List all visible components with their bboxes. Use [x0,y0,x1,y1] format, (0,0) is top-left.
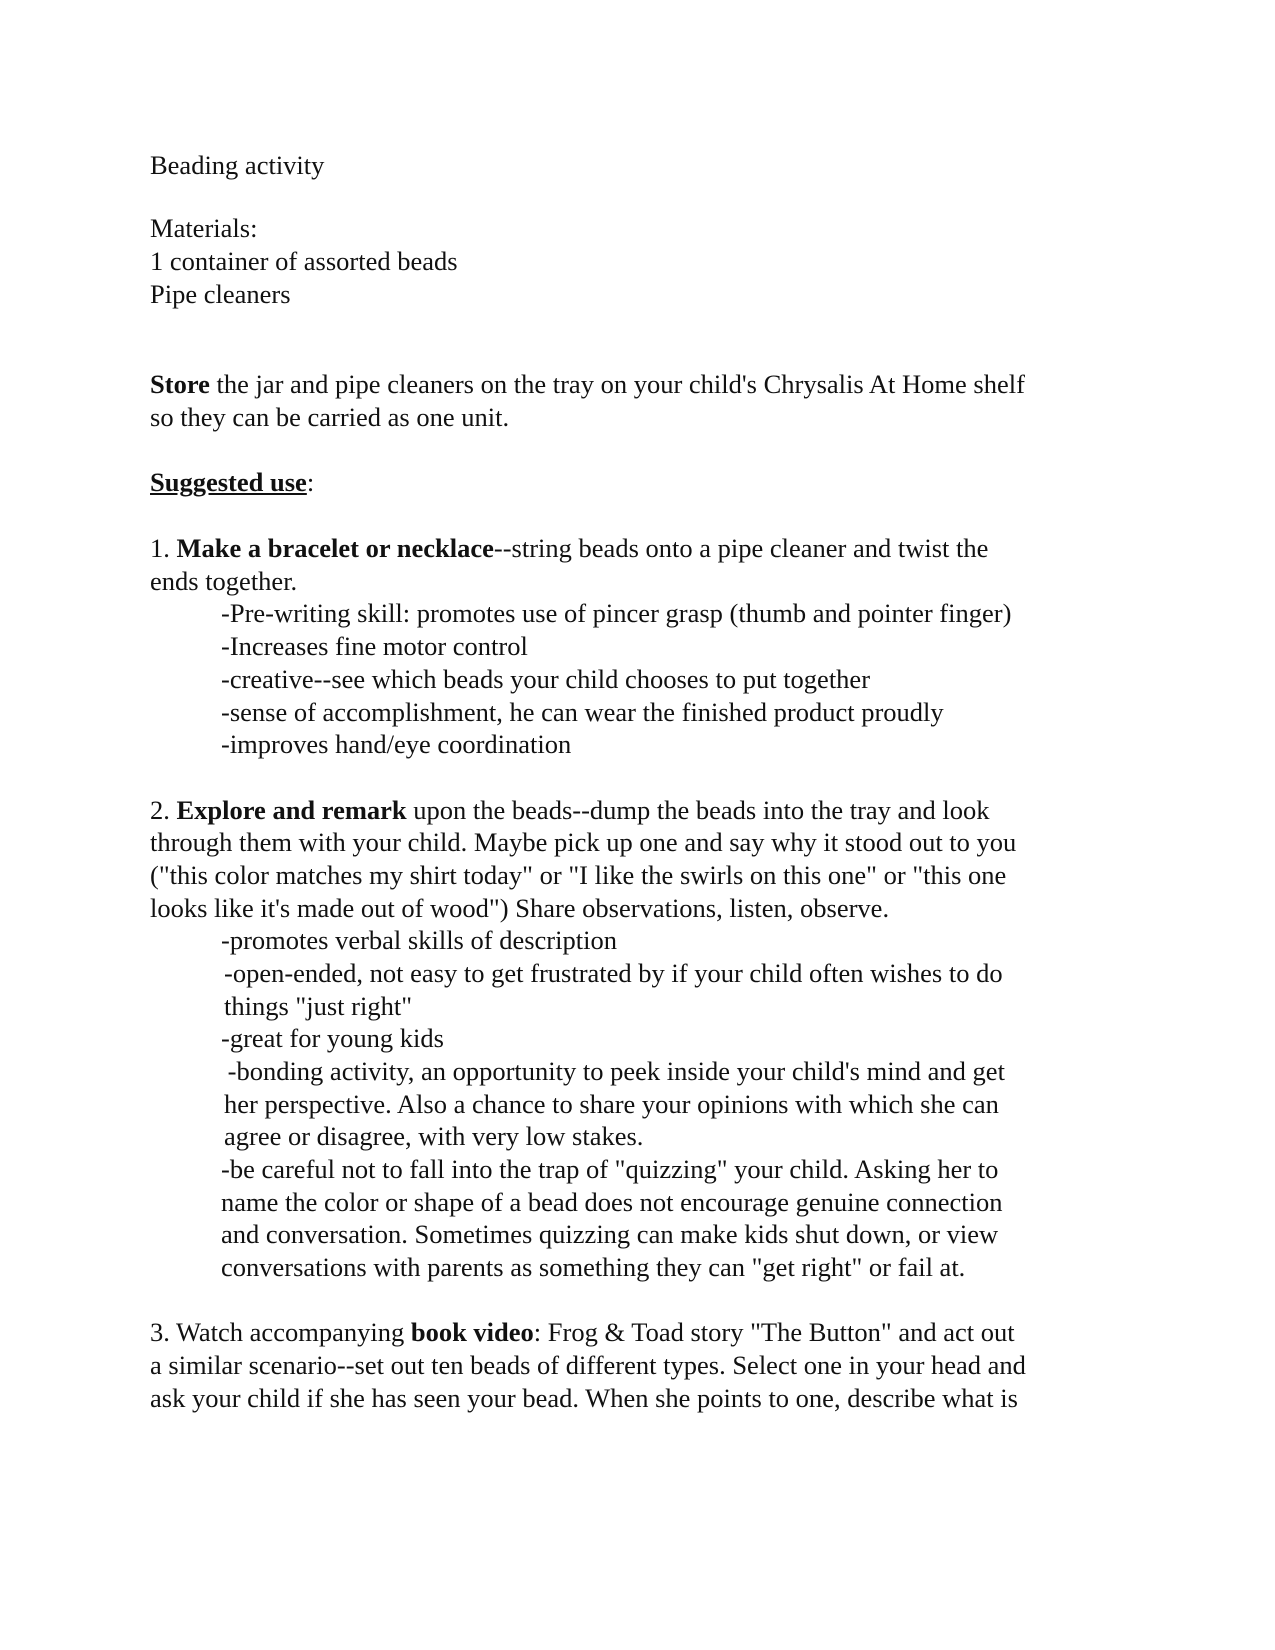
item1-bullet-3: -creative--see which beads your child chooses to put together [221,664,871,694]
store-text-1: the jar and pipe cleaners on the tray on your child's Chrysalis At Home shelf [209,369,1025,399]
item3-text-1: : Frog & Toad story "The Button" and act out [533,1317,1015,1347]
suggested-use-colon: : [306,467,315,497]
item2-line-2: through them with your child. Maybe pick up one and say why it stood out to you [150,827,1017,857]
item3-line-1 [150,1315,1015,1349]
item2-line-3: ("this color matches my shirt today" or "I like the swirls on this one" or "this one [150,860,1007,890]
item1-bullet-2: -Increases fine motor control [221,631,528,661]
item2-bullet-5a: -be careful not to fall into the trap of "quizzing" your child. Asking her to [221,1154,999,1184]
item3-line-2: a similar scenario--set out ten beads of different types. Select one in your head and [150,1350,1026,1380]
item2-bullet-2a: -open-ended, not easy to get frustrated by if your child often wishes to do [224,958,1003,988]
store-bold: Store [150,369,210,399]
materials-item-1: 1 container of assorted beads [150,246,458,276]
item1-bullet-5: -improves hand/eye coordination [221,729,572,759]
item2-line-1 [150,793,990,827]
item2-bullet-5c: and conversation. Sometimes quizzing can make kids shut down, or view [221,1219,999,1249]
item1-text-1: --string beads onto a pipe cleaner and twist the [493,533,989,563]
item2-number: 2. [150,795,177,825]
store-line-2: so they can be carried as one unit. [150,402,510,432]
item3-bold: book video [410,1317,534,1347]
suggested-use-heading [150,465,314,499]
materials-heading: Materials: [150,213,258,243]
item2-bullet-3: -great for young kids [221,1023,444,1053]
item2-bullet-5b: name the color or shape of a bead does not encourage genuine connection [221,1187,1003,1217]
item2-bullet-4a: -bonding activity, an opportunity to peek inside your child's mind and get [221,1056,1005,1086]
item2-bullet-4c: agree or disagree, with very low stakes. [224,1121,644,1151]
store-line-1 [150,367,1025,401]
item3-line-3: ask your child if she has seen your bead. When she points to one, describe what is [150,1383,1018,1413]
item2-bold: Explore and remark [176,795,407,825]
item1-bold: Make a bracelet or necklace [176,533,494,563]
item2-bullet-5d: conversations with parents as something they can "get right" or fail at. [221,1252,966,1282]
item1-number: 1. [150,533,177,563]
item2-bullet-4b: her perspective. Also a chance to share your opinions with which she can [224,1089,999,1119]
item1-bullet-1: -Pre-writing skill: promotes use of pincer grasp (thumb and pointer finger) [221,598,1012,628]
item2-text-1: upon the beads--dump the beads into the tray and look [406,795,990,825]
suggested-use-label: Suggested use [150,467,307,497]
item1-bullet-4: -sense of accomplishment, he can wear the finished product proudly [221,697,944,727]
item2-line-4: looks like it's made out of wood") Share observations, listen, observe. [150,893,890,923]
item1-line-2: ends together. [150,566,298,596]
item3-number: 3. Watch accompanying [150,1317,411,1347]
item1-line-1 [150,531,988,565]
materials-item-2: Pipe cleaners [150,279,291,309]
doc-title: Beading activity [150,150,325,180]
item2-bullet-1: -promotes verbal skills of description [221,925,617,955]
item2-bullet-2b: things "just right" [224,991,413,1021]
